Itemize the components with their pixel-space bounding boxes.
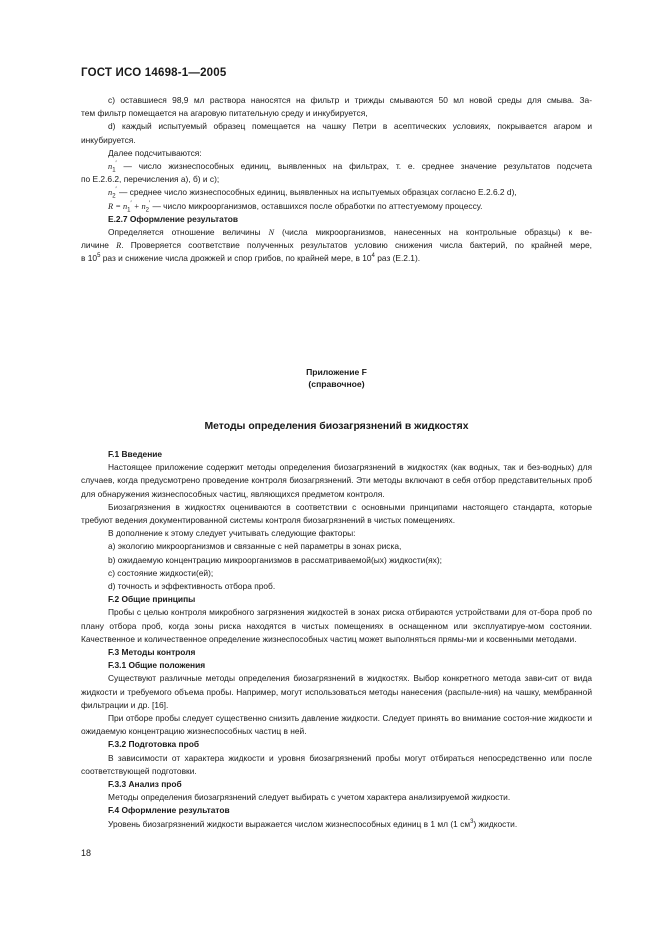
- annex-label: Приложение F: [306, 367, 367, 377]
- r-sub2: 2: [145, 207, 149, 214]
- e27-line2-b: . Проверяется соответствие полученных результатов условию снижения числа бактерий, по крайней мере,: [121, 240, 592, 251]
- e27-line3-c: раз (Е.2.1).: [374, 253, 421, 264]
- f1-list-c: с) состояние жидкости(ей);: [108, 567, 214, 578]
- f1-list-d: d) точность и эффективность отбора проб.: [108, 581, 276, 592]
- item-d-line1: d) каждый испытуемый образец помещается на чашку Петри в асептических условиях, покрывается агаром и: [108, 121, 592, 132]
- n1-text: — число жизнеспособных единиц, выявленных на фильтрах, т. е. среднее значение результатов подсчета: [116, 161, 592, 172]
- item-c-line1: с) оставшиеся 98,9 мл раствора наносятся на фильтр и трижды смываются 50 мл новой среды для смыва. За-: [108, 95, 592, 105]
- f4-text-a: Уровень биозагрязнений жидкости выражается числом жизнеспособных единиц в 1 мл (1 см: [108, 818, 471, 829]
- e27-line3: [81, 252, 592, 265]
- f1-paragraph-3: В дополнение к этому следует учитывать следующие факторы:: [108, 528, 356, 539]
- f1-paragraph-1: Настоящее приложение содержит методы определения биозагрязнений в жидкостях (как водных, так и без-водных) для случаев, когда предусмотрено проведение контроля биозагрязнений. Эти методы включают в себя отбор представительных проб для обнаружения жизнеспособных частиц, являющихся предметом контроля.: [81, 462, 592, 499]
- n1-definition-line2: по Е.2.6.2, перечисления а), б) и с);: [81, 174, 220, 185]
- f4-heading: F.4 Оформление результатов: [108, 805, 230, 816]
- f3-heading: F.3 Методы контроля: [108, 647, 196, 658]
- annex-body: [81, 448, 592, 831]
- n2-text: — среднее число жизнеспособных единиц, выявленных на испытуемых образцах согласно Е.2.6.2 d),: [116, 187, 517, 198]
- n1-sub: 1: [112, 167, 116, 174]
- f1-heading: F.1 Введение: [108, 449, 163, 459]
- e27-line1-b: (числа микроорганизмов, нанесенных на контрольные образцы) к ве-: [274, 227, 593, 238]
- e27-line3-a: в 10: [81, 253, 98, 264]
- f1-paragraph-2: Биозагрязнения в жидкостях оцениваются в соответствии с основными принципами настоящего стандарта, которые требуют ведения документированной системы контроля биозагрязнений в чистых помещениях.: [81, 501, 592, 526]
- e27-symbol-r: R: [116, 241, 122, 251]
- f1-list-b: b) ожидаемую концентрацию микроорганизмов в рассматриваемой(ых) жидкости(ях);: [108, 554, 442, 565]
- n2-definition: [81, 186, 592, 199]
- e27-exp2: 4: [371, 253, 375, 260]
- section-e-continuation: [81, 94, 592, 266]
- f33-heading: F.3.3 Анализ проб: [108, 779, 182, 790]
- f32-heading: F.3.2 Подготовка проб: [108, 739, 200, 750]
- n1-prime: ′: [115, 161, 117, 168]
- f2-paragraph-1: Пробы с целью контроля микробного загрязнения жидкостей в зонах риска отбираются устройствами для от-бора проб по плану отбора проб, когда зоны риска находятся в чистых помещениях в оснащенном или эксплуатируе-мом состоянии. Качественное и количественное определение жизнеспособных частиц может выполняться прямы-ми и косвенными методами.: [81, 607, 592, 644]
- calc-intro: Далее подсчитываются:: [108, 147, 202, 158]
- f31-paragraph-1: Существуют различные методы определения биозагрязнений в жидкостях. Выбор конкретного метода зави-сит от вида жидкости и требуемого объема пробы. Например, могут использоваться методы нанесения (распыле-ния) на чашку, мембранной фильтрации и др. [16].: [81, 673, 592, 710]
- e27-exp1: 5: [97, 253, 101, 260]
- r-formula-left: R = n: [108, 201, 128, 211]
- f1-list-a: а) экологию микроорганизмов и связанные с ней параметры в зонах риска,: [108, 541, 402, 552]
- annex-title: Методы определения биозагрязнений в жидкостях: [204, 421, 469, 432]
- n1-symbol: n: [108, 162, 113, 172]
- item-d-line2: инкубируется.: [81, 134, 136, 145]
- n2-prime: ′: [115, 187, 117, 194]
- r-prime2: ′: [149, 200, 151, 207]
- r-formula-plus: + n: [131, 201, 146, 211]
- e27-line2-a: личине: [81, 240, 117, 251]
- annex-heading: [81, 366, 592, 390]
- f2-heading: F.2 Общие принципы: [108, 594, 196, 605]
- f4-exp: 3: [470, 818, 474, 825]
- r-formula: [81, 200, 592, 213]
- n2-sub: 2: [112, 194, 116, 201]
- f33-paragraph-1: Методы определения биозагрязнений следует выбирать с учетом характера анализируемой жидкости.: [108, 792, 511, 803]
- r-sub1: 1: [127, 207, 131, 214]
- n2-symbol: n: [108, 188, 113, 198]
- item-c-line2: тем фильтр помещается на агаровую питательную среду и инкубируется,: [81, 108, 368, 119]
- n1-definition: [81, 160, 592, 173]
- e27-line2: [81, 239, 592, 252]
- f4-text-b: ) жидкости.: [473, 818, 518, 829]
- f32-paragraph-1: В зависимости от характера жидкости и уровня биозагрязнений пробы могут отбираться непосредственно или после соответствующей подготовки.: [81, 752, 592, 776]
- e27-symbol-n: N: [268, 228, 275, 238]
- r-prime1: ′: [130, 200, 132, 207]
- f31-heading: F.3.1 Общие положения: [108, 660, 206, 671]
- e27-heading: Е.2.7 Оформление результатов: [108, 213, 239, 224]
- f4-paragraph-1: [81, 818, 592, 831]
- page-number: 18: [81, 848, 92, 858]
- e27-line3-b: раз и снижение числа дрожжей и спор грибов, по крайней мере, в 10: [100, 253, 372, 264]
- annex-status: (справочное): [308, 379, 365, 389]
- standard-designation: ГОСТ ИСО 14698-1—2005: [81, 67, 227, 79]
- e27-line1-a: Определяется отношение величины: [108, 227, 269, 238]
- e27-line1: [81, 226, 592, 239]
- f31-paragraph-2: При отборе пробы следует существенно снизить давление жидкости. Следует принять во внимание состоя-ние жидкости и ожидаемую концентрацию жизнеспособных частиц в ней.: [81, 713, 592, 737]
- r-text: — число микроорганизмов, оставшихся после обработки по аттестуемому процессу.: [150, 200, 483, 211]
